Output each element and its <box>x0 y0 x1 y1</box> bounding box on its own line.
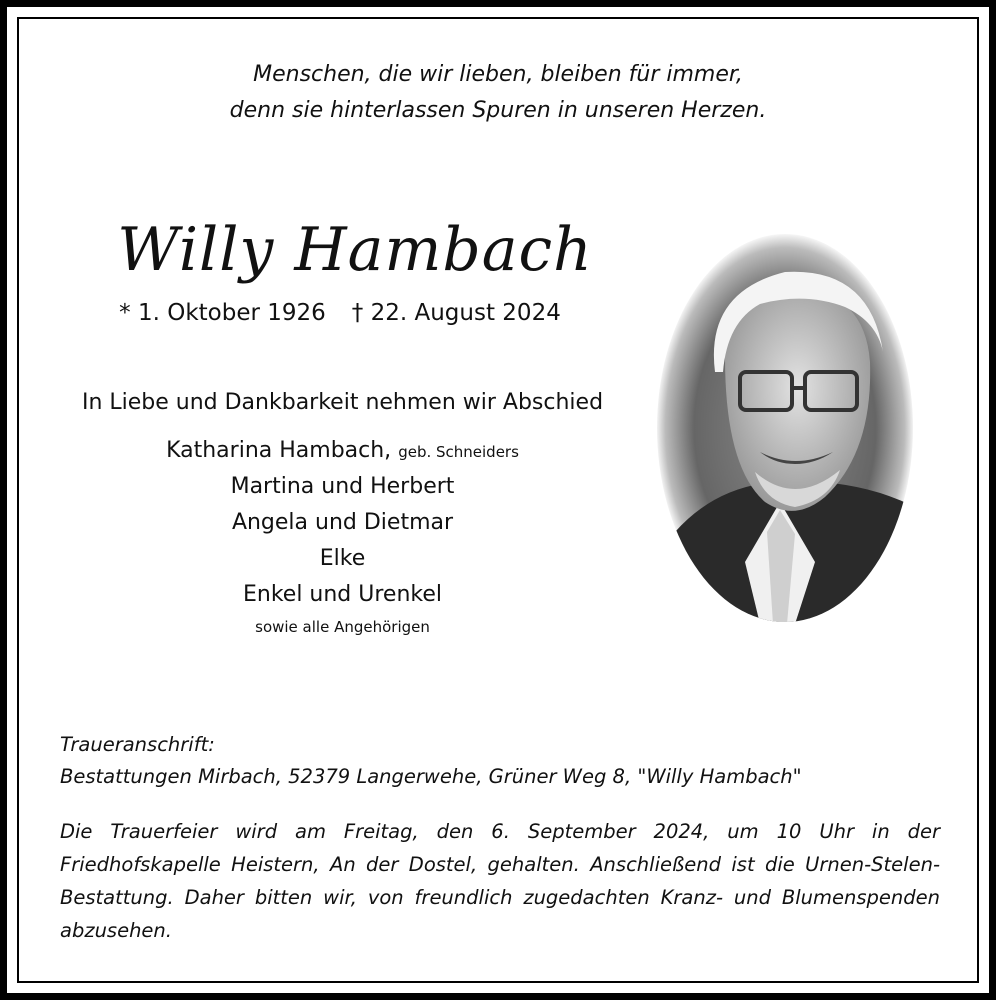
portrait-illustration <box>655 232 915 624</box>
motto-line-1: Menschen, die wir lieben, bleiben für immer, <box>253 62 743 87</box>
family-wife <box>60 438 625 463</box>
birth-date: * 1. Oktober 1926 <box>119 300 326 326</box>
motto-line-2: denn sie hinterlassen Spuren in unseren Herzen. <box>229 98 767 123</box>
family-line-4: Elke <box>319 546 366 571</box>
farewell-line: In Liebe und Dankbarkeit nehmen wir Abschied <box>81 390 604 415</box>
family-line-3: Angela und Dietmar <box>231 510 454 535</box>
family-line-6: sowie alle Angehörigen <box>255 618 430 636</box>
life-dates <box>60 300 620 326</box>
address-label: Traueranschrift: <box>60 733 215 756</box>
address-text: Bestattungen Mirbach, 52379 Langerwehe, Grüner Weg 8, "Willy Hambach" <box>60 765 802 788</box>
family-line-2: Martina und Herbert <box>230 474 455 499</box>
deceased-name: Willy Hambach <box>117 215 593 285</box>
death-date: † 22. August 2024 <box>351 300 561 326</box>
family-line-5: Enkel und Urenkel <box>242 582 443 607</box>
wife-name: Katharina Hambach, <box>166 438 392 463</box>
portrait-photo <box>655 232 915 624</box>
wife-maiden-name: geb. Schneiders <box>398 443 519 461</box>
ceremony-text: Die Trauerfeier wird am Freitag, den 6. September 2024, um 10 Uhr in der Friedhofskapelle Heistern, An der Dostel, gehalten. Anschließend ist die Urnen-Stelen-Bestattung. Daher bitten wir, von freundlich zugedachten Kranz- und Blumenspenden abzusehen. <box>60 820 940 942</box>
